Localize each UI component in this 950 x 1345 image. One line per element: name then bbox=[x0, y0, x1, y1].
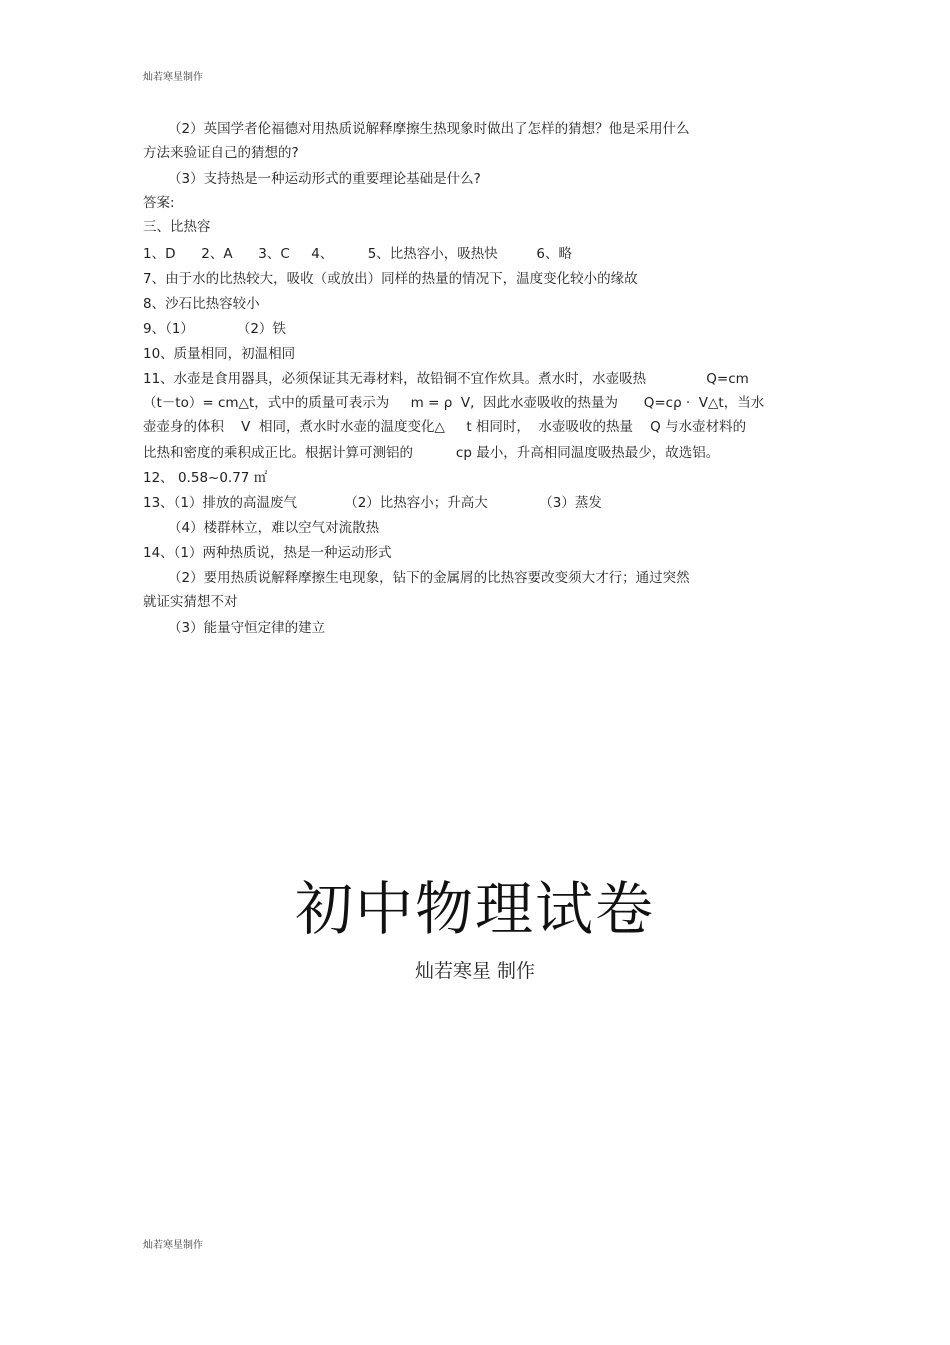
answer-line: 13、（1）排放的高温废气 （2）比热容小；升高大 （3）蒸发 bbox=[143, 495, 602, 511]
question-line: 方法来验证自己的猜想的? bbox=[143, 145, 299, 161]
cover-subtitle: 灿若寒星 制作 bbox=[414, 960, 536, 982]
section-heading: 三、比热容 bbox=[143, 219, 211, 235]
answer-line: 12、 0.58~0.77 ㎡ bbox=[143, 470, 268, 486]
answer-line: （2）要用热质说解释摩擦生电现象，钻下的金属屑的比热容要改变须大才行；通过突然 bbox=[168, 570, 690, 586]
page-header: 灿若寒星制作 bbox=[143, 72, 203, 83]
answer-line: 14、（1）两种热质说，热是一种运动形式 bbox=[143, 545, 392, 561]
question-line: （3）支持热是一种运动形式的重要理论基础是什么? bbox=[168, 171, 481, 187]
cover-title: 初中物理试卷 bbox=[294, 875, 655, 943]
answer-line: 9、（1） （2）铁 bbox=[143, 321, 286, 337]
page-footer: 灿若寒星制作 bbox=[143, 1240, 203, 1251]
answer-line: 壶壶身的体积 V 相同，煮水时水壶的温度变化△ t 相同时， 水壶吸收的热量 Q 与水壶材料的 bbox=[143, 419, 747, 435]
answer-line: 11、水壶是食用器具，必须保证其无毒材料，故铅铜不宜作炊具。煮水时，水壶吸热 Q=cm bbox=[143, 371, 749, 387]
question-line: （2）英国学者伦福德对用热质说解释摩擦生热现象时做出了怎样的猜想？他是采用什么 bbox=[168, 121, 690, 137]
answer-line: 1、D 2、A 3、C 4、 5、比热容小，吸热快 6、略 bbox=[143, 246, 572, 262]
answer-line: 比热和密度的乘积成正比。根据计算可测铝的 cp 最小，升高相同温度吸热最少，故选铝。 bbox=[143, 445, 720, 461]
answers-heading: 答案: bbox=[143, 195, 175, 211]
answer-line: 7、由于水的比热较大，吸收（或放出）同样的热量的情况下，温度变化较小的缘故 bbox=[143, 271, 638, 287]
answer-line: 就证实猜想不对 bbox=[143, 594, 238, 610]
answer-line: （t－to）= cm△t，式中的质量可表示为 m = ρ V, 因此水壶吸收的热量为 Q=cρ · V△t，当水 bbox=[143, 395, 765, 411]
answer-line: （4）楼群林立，难以空气对流散热 bbox=[168, 520, 380, 536]
answer-line: （3）能量守恒定律的建立 bbox=[168, 620, 326, 636]
answer-line: 10、质量相同，初温相同 bbox=[143, 346, 296, 362]
answer-line: 8、沙石比热容较小 bbox=[143, 296, 260, 312]
